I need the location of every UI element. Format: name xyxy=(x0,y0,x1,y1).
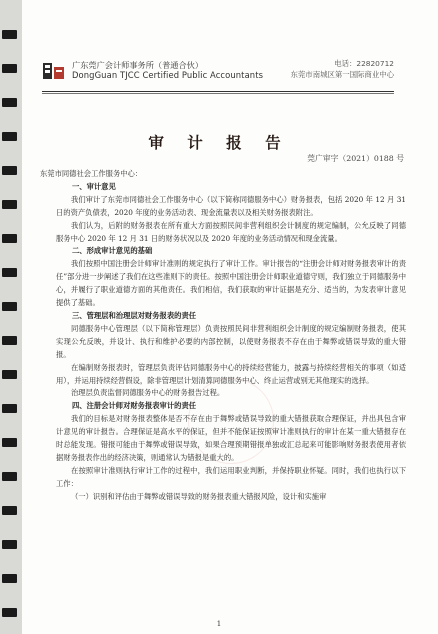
binding-hole xyxy=(2,64,17,73)
paragraph: 我们按照中国注册会计师审计准则的规定执行了审计工作。审计报告的“注册会计师对财务报表审计的责任”部分进一步阐述了我们在这些准则下的责任。按照中国注册会计师职业道德守则，我们独立于同德服务中心，并履行了职业道德方面的其他责任。我们相信，我们获取的审计证据是充分、适当的，为发表审计意见提供了基础。 xyxy=(56,259,406,308)
paragraph: 在按照审计准则执行审计工作的过程中，我们运用职业判断，并保持职业怀疑。同时，我们也执行以下工作： xyxy=(56,465,406,488)
binding-hole xyxy=(2,472,17,481)
binding-hole xyxy=(2,438,17,447)
paragraph: 在编制财务报表时，管理层负责评估同德服务中心的持续经营能力，披露与持续经营相关的事项（如适用），并运用持续经营假设，除非管理层计划清算同德服务中心、终止运营或别无其他现实的选择。 xyxy=(56,362,406,385)
binding-hole xyxy=(2,98,17,107)
binding-hole xyxy=(2,166,17,175)
paragraph: 同德服务中心管理层（以下简称管理层）负责按照民间非营利组织会计制度的规定编制财务报表，使其实现公允反映，并设计、执行和维护必要的内部控制，以使财务报表不存在由于舞弊或错误导致的重大错报。 xyxy=(56,323,406,359)
firm-address: 东莞市南城区第一国际商业中心 xyxy=(290,70,394,79)
binding-hole xyxy=(2,200,17,209)
paragraph: 我们的目标是对财务报表整体是否不存在由于舞弊或错误导致的重大错报获取合理保证，并出具包含审计意见的审计报告。合理保证是高水平的保证，但并不能保证按照审计准则执行的审计在某一重大错报存在时总能发现。错报可能由于舞弊或错误导致，如果合理预期错报单独或汇总起来可能影响财务报表使用者依据财务报表作出的经济决策，则通常认为错报是重大的。 xyxy=(56,414,406,462)
binding-hole xyxy=(2,574,17,583)
binding-hole xyxy=(2,302,17,311)
paragraph: 我们审计了东莞市同德社会工作服务中心（以下简称同德服务中心）财务报表，包括 2020 年 12 月 31 日的资产负债表，2020 年度的业务活动表、现金流量表以及相关财务报表附注。 xyxy=(56,194,406,217)
binding-hole xyxy=(2,336,17,345)
section-heading: 二、形成审计意见的基础 xyxy=(72,246,153,256)
section-heading: 三、管理层和治理层对财务报表的责任 xyxy=(72,310,197,320)
section-heading: 四、注册会计师对财务报表审计的责任 xyxy=(72,401,197,411)
binding-hole xyxy=(2,30,17,39)
firm-logo-icon xyxy=(42,61,66,81)
report-body xyxy=(40,168,406,504)
letterhead xyxy=(42,52,394,86)
paragraph: 我们认为，后附的财务报表在所有重大方面按照民间非营利组织会计制度的规定编制，公允反映了同德服务中心 2020 年 12 月 31 日的财务状况以及 2020 年度的业务活动情况和现金流量。 xyxy=(56,220,406,243)
binding-hole xyxy=(2,370,17,379)
paragraph: 治理层负责监督同德服务中心的财务报告过程。 xyxy=(71,388,225,398)
header-divider xyxy=(42,91,394,92)
binding-hole xyxy=(2,540,17,549)
addressee: 东莞市同德社会工作服务中心： xyxy=(40,169,143,178)
section-heading: 一、审计意见 xyxy=(72,181,116,191)
firm-name-cn: 广东莞广会计师事务所（普通合伙） xyxy=(72,60,204,70)
document-number: 莞广审字（2021）0188 号 xyxy=(307,154,404,163)
firm-phone: 电话：22820712 xyxy=(334,59,394,68)
binding-hole xyxy=(2,608,17,617)
binding-hole xyxy=(2,268,17,277)
header-divider-thin xyxy=(42,93,394,94)
firm-name-en: DongGuan TJCC Certified Public Accountants xyxy=(72,70,264,80)
paragraph: （一）识别和评估由于舞弊或错误导致的财务报表重大错报风险，设计和实施审 xyxy=(71,491,327,501)
page-number: 1 xyxy=(216,620,222,628)
binding-hole xyxy=(2,234,17,243)
report-title: 审 计 报 告 xyxy=(148,134,290,152)
binding-strip xyxy=(0,0,22,634)
binding-hole xyxy=(2,506,17,515)
binding-hole xyxy=(2,404,17,413)
